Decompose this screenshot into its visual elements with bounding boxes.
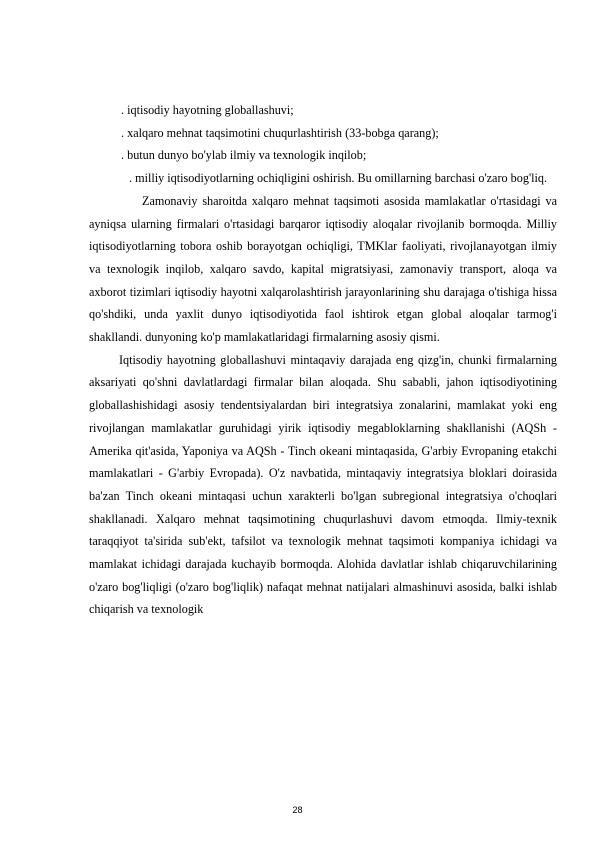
paragraph: Iqtisodiy hayotning globallashuvi mintaqaviy darajada eng qizg'in, chunki firmalarning aksariyati qo'shni davlatlardagi firmalar bilan aloqada. Shu sababli, jahon iqtisodiyotining globallashishidagi asosiy tendentsiyalardan biri integratsiya zonalarini, mamlakat yoki eng rivojlangan mamlakatlar guruhidagi yirik iqtisodiy megabloklarning shakllanishi (AQSh - Amerika qit'asida, Yaponiya va AQSh - Tinch okeani mintaqasida, G'arbiy Evropaning etakchi mamlakatlari - G'arbiy Evropada). O'z navbatida, mintaqaviy integratsiya bloklari doirasida ba'zan Tinch okeani mintaqasi uchun xarakterli bo'lgan subregional integratsiya o'choqlari shakllanadi. Xalqaro mehnat taqsimotining chuqurlashuvi davom etmoqda. Ilmiy-texnik taraqqiyot ta'sirida sub'ekt, tafsilot va texnologik mehnat taqsimoti kompaniya ichidagi va mamlakat ichidagi darajada kuchayib bormoqda. Alohida davlatlar ishlab chiqaruvchilarining o'zaro bog'liqligi (o'zaro bog'liqlik) nafaqat mehnat natijalari almashinuvi asosida, balki ishlab chiqarish va texnologik [89,352,557,617]
list-item: . iqtisodiy hayotning globallashuvi; [121,103,294,117]
list-item: . butun dunyo bo'ylab ilmiy va texnologik inqilob; [121,148,367,163]
body-text [89,99,557,621]
list-item: . xalqaro mehnat taqsimotini chuqurlashtirish (33-bobga qarang); [121,125,439,140]
paragraph: . milliy iqtisodiyotlarning ochiqligini oshirish. Bu omillarning barchasi o'zaro bog'liq. [129,171,548,186]
page-number: 28 [292,805,303,815]
paragraph: Zamonaviy sharoitda xalqaro mehnat taqsimoti asosida mamlakatlar o'rtasidagi va ayniqsa ularning firmalari o'rtasidagi barqaror iqtisodiy aloqalar rivojlanib bormoqda. Milliy iqtisodiyotlarning tobora oshib borayotgan ochiqligi, TMKlar faoliyati, rivojlanayotgan ilmiy va texnologik inqilob, xalqaro savdo, kapital migratsiyasi, zamonaviy transport, aloqa va axborot tizimlari iqtisodiy hayotni xalqarolashtirish jarayonlarining shu darajaga o'tishiga hissa qo'shdiki, unda yaxlit dunyo iqtisodiyotida faol ishtirok etgan global aloqalar tarmog'i shakllandi. dunyoning ko'p mamlakatlaridagi firmalarning asosiy qismi. [89,193,557,345]
